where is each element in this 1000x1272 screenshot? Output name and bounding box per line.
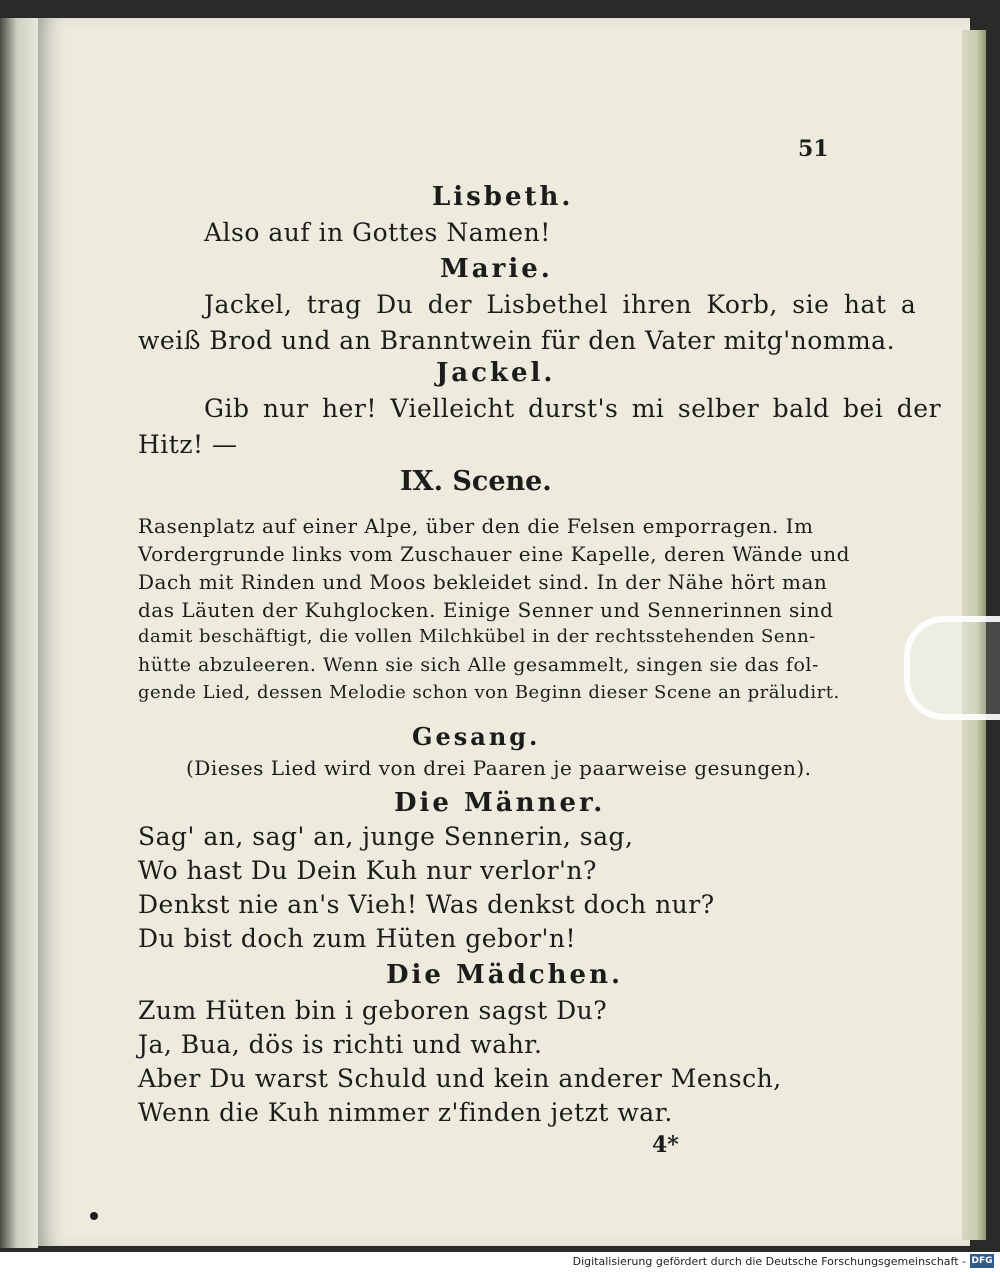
verse-line: Du bist doch zum Hüten gebor'n! — [138, 924, 577, 953]
book-spine-edge — [0, 18, 38, 1248]
stage-direction-line: damit beschäftigt, die vollen Milchkübel in der rechtsstehenden Senn- — [138, 626, 816, 647]
stage-direction-line: Dach mit Rinden und Moos bekleidet sind. In der Nähe hört man — [138, 570, 828, 594]
verse-line: Zum Hüten bin i geboren sagst Du? — [138, 996, 608, 1025]
verse-line: Sag' an, sag' an, junge Sennerin, sag, — [138, 822, 634, 851]
stage-direction-line: das Läuten der Kuhglocken. Einige Senner und Sennerinnen sind — [138, 598, 834, 622]
gesang-note: (Dieses Lied wird von drei Paaren je paarweise gesungen). — [186, 756, 812, 780]
verse-line: Aber Du warst Schuld und kein anderer Mensch, — [138, 1064, 782, 1093]
dialogue-line: Also auf in Gottes Namen! — [204, 218, 551, 247]
dialogue-line: Jackel, trag Du der Lisbethel ihren Korb, sie hat a — [204, 290, 917, 319]
dialogue-line: weiß Brod und an Branntwein für den Vater mitg'nomma. — [138, 326, 896, 355]
ink-dot — [90, 1212, 98, 1220]
verse-line: Denkst nie an's Vieh! Was denkst doch nur? — [138, 890, 715, 919]
speaker-marie: Marie. — [440, 254, 553, 284]
verse-line: Wenn die Kuh nimmer z'finden jetzt war. — [138, 1098, 673, 1127]
page-clip — [904, 616, 1000, 720]
verse-line: Wo hast Du Dein Kuh nur verlor'n? — [138, 856, 597, 885]
maedchen-heading: Die Mädchen. — [386, 960, 624, 990]
page-number: 51 — [798, 136, 829, 162]
maenner-heading: Die Männer. — [394, 788, 606, 818]
stage-direction-line: gende Lied, dessen Melodie schon von Beginn dieser Scene an präludirt. — [138, 682, 840, 703]
verse-line: Ja, Bua, dös is richti und wahr. — [138, 1030, 543, 1059]
stage-direction-line: hütte abzuleeren. Wenn sie sich Alle gesammelt, singen sie das fol- — [138, 654, 819, 676]
scene-title: IX. Scene. — [400, 466, 552, 497]
speaker-jackel: Jackel. — [436, 358, 556, 388]
dialogue-line: Hitz! — — [138, 430, 238, 459]
gesang-heading: Gesang. — [412, 722, 541, 751]
speaker-lisbeth: Lisbeth. — [432, 182, 574, 212]
footer-credit: Digitalisierung gefördert durch die Deutsche Forschungsgemeinschaft - — [572, 1255, 966, 1268]
dfg-logo: DFG — [971, 1256, 993, 1266]
dialogue-line: Gib nur her! Vielleicht durst's mi selber bald bei der — [204, 394, 942, 423]
stage-direction-line: Vordergrunde links vom Zuschauer eine Kapelle, deren Wände und — [138, 542, 850, 566]
signature-mark: 4* — [652, 1132, 679, 1158]
stage-direction-line: Rasenplatz auf einer Alpe, über den die Felsen emporragen. Im — [138, 514, 814, 538]
